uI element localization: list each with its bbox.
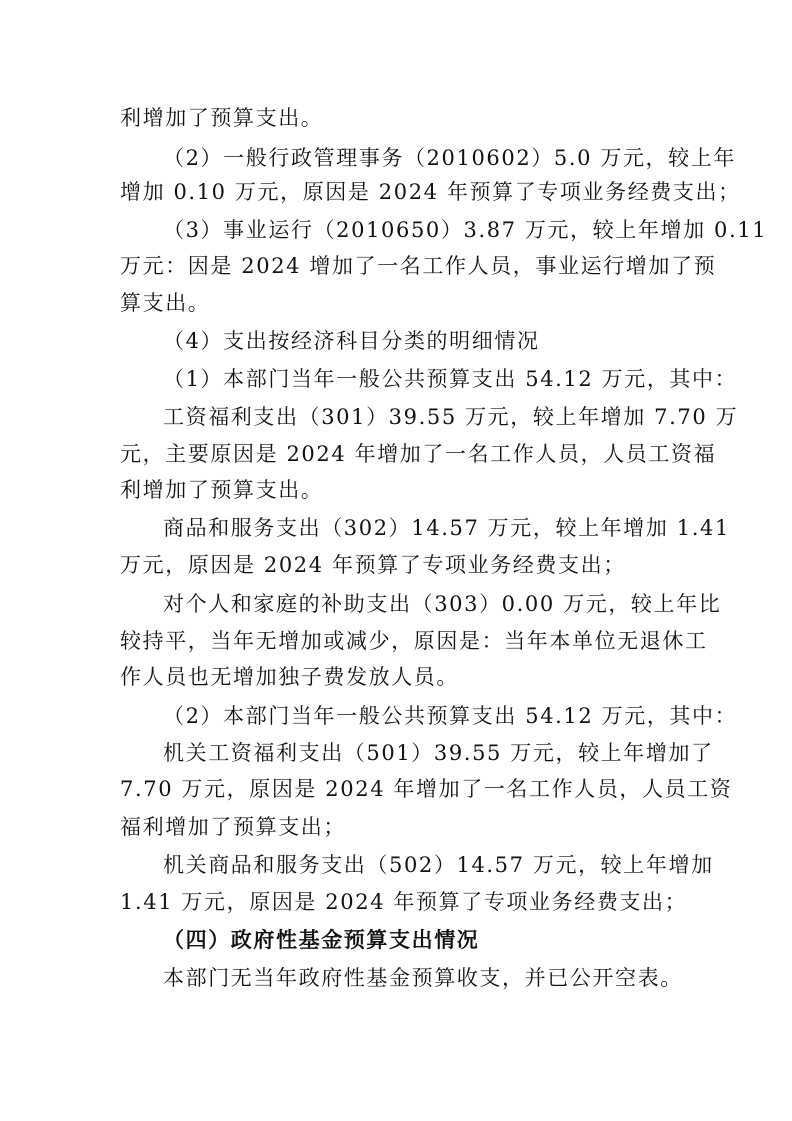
text-line: 利增加了预算支出。 <box>120 106 324 130</box>
text-line: 元，主要原因是 2024 年增加了一名工作人员，人员工资福 <box>120 442 717 466</box>
text-line: 机关工资福利支出（501）39.55 万元，较上年增加了 <box>163 741 714 765</box>
text-line: 增加 0.10 万元，原因是 2024 年预算了专项业务经费支出； <box>120 180 741 204</box>
text-line: 作人员也无增加独子费发放人员。 <box>120 665 459 689</box>
text-line: 利增加了预算支出。 <box>120 478 324 502</box>
text-line: 对个人和家庭的补助支出（303）0.00 万元，较上年比 <box>163 592 722 616</box>
section-heading: （4）支出按经济科目分类的明细情况 <box>163 329 540 353</box>
text-line: 较持平，当年无增加或减少，原因是：当年本单位无退休工 <box>120 629 708 653</box>
text-line: 算支出。 <box>120 291 211 315</box>
text-line: （3）事业运行（2010650）3.87 万元，较上年增加 0.11 <box>163 218 768 242</box>
text-line: 福利增加了预算支出； <box>120 815 346 839</box>
text-line: 万元：因是 2024 增加了一名工作人员，事业运行增加了预 <box>120 254 717 278</box>
text-line: 7.70 万元，原因是 2024 年增加了一名工作人员，人员工资 <box>120 777 733 801</box>
section-heading: （四）政府性基金预算支出情况 <box>163 927 480 952</box>
text-line: 本部门无当年政府性基金预算收支，并已公开空表。 <box>163 966 683 990</box>
text-line: 工资福利支出（301）39.55 万元，较上年增加 7.70 万 <box>163 405 739 429</box>
text-line: （2）一般行政管理事务（2010602）5.0 万元，较上年 <box>163 146 736 170</box>
text-line: 商品和服务支出（302）14.57 万元，较上年增加 1.41 <box>163 516 730 540</box>
text-line: 机关商品和服务支出（502）14.57 万元，较上年增加 <box>163 853 714 877</box>
text-line: （1）本部门当年一般公共预算支出 54.12 万元，其中： <box>163 367 738 391</box>
text-line: （2）本部门当年一般公共预算支出 54.12 万元，其中： <box>163 704 738 728</box>
text-line: 万元，原因是 2024 年预算了专项业务经费支出； <box>120 553 626 577</box>
text-line: 1.41 万元，原因是 2024 年预算了专项业务经费支出； <box>120 890 688 914</box>
